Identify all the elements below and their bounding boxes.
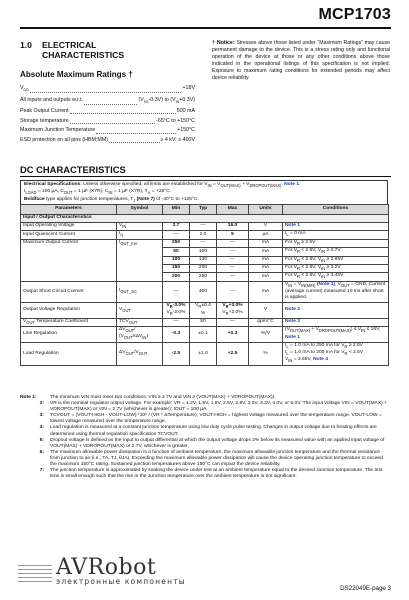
header-rule xyxy=(20,27,391,29)
abs-max-row xyxy=(20,96,195,108)
note-item xyxy=(20,468,390,480)
table-row xyxy=(21,223,389,231)
col-header: Min xyxy=(163,205,190,215)
param-cell: Output Short Circuit Current xyxy=(21,281,117,302)
max-cell: 16.0 xyxy=(217,223,249,231)
table-header-row xyxy=(21,205,389,215)
dc-characteristics-table xyxy=(20,204,389,366)
typ-cell: 400 xyxy=(190,281,217,302)
abs-max-row xyxy=(20,136,195,146)
electrical-spec-box: Electrical Specifications: Unless otherwise specified, all limits are established for $V_{IN} = V_{OUT(MAX)} + V_{DROPOUT(MAX)}$, Note 1. $I_{LOAD} = 100$ µA, $C_{OUT} = 1$ µF (X7R), $C_{IN} = 1$ µF (X7R), $T_A = +25^\circ C$. Boldface type applies for junction temperatures, $T_J$ (Note 7) of -40°C to +125°C. xyxy=(20,180,388,206)
note-item xyxy=(20,438,390,450)
table-row xyxy=(21,326,389,342)
spec-boldface: Boldface xyxy=(24,196,45,202)
units-cell: % xyxy=(249,342,283,365)
symbol-cell: $\Delta V_{OUT}/V_{OUT}$ xyxy=(117,342,163,365)
note-label: Note 1: xyxy=(20,395,37,400)
symbol-cell: $V_{OUT}$ xyxy=(117,302,163,318)
cond-cell: $I_L = 0$ mA xyxy=(283,231,389,239)
section-title-line2: CHARACTERISTICS xyxy=(42,50,125,60)
cond-cell[interactable]: Note 3 xyxy=(283,318,389,326)
watermark-logo xyxy=(56,555,186,586)
cond-cell: $I_L = 1.0$ mA to 250 mA for $V_R \ge 2.5V$ $I_L = 1.0$ mA to 200 mA for $V_R < 2.5V$ $V_{IN} = 3.65V$, Note 4 xyxy=(283,342,389,365)
cond-cell[interactable]: Note 2 xyxy=(283,302,389,318)
max-cell: +0.3 xyxy=(217,326,249,342)
min-cell: 100 xyxy=(163,256,190,264)
note-text: Load regulation is measured at a constant junction temperature using low duty cycle pulse testing. Changes in output voltage due to heating effects are determined using thermal regulation specification TCVOUT. xyxy=(50,425,377,437)
note-label: 6: xyxy=(39,449,44,455)
table-row xyxy=(21,318,389,326)
abs-max-value: +150°C xyxy=(177,127,195,134)
cond-cell: For $V_R \ge 2.5V$ xyxy=(283,239,389,247)
cond-cell: For $V_R < 2.5V$, $V_{IN} \ge 3.45V$ xyxy=(283,273,389,281)
min-cell: $V_R-3.0\%$ $V_R-2.0\%$ xyxy=(163,302,190,318)
units-cell: mA xyxy=(249,264,283,272)
dc-title-rule xyxy=(20,176,391,177)
spec-note-link[interactable]: Note 1 xyxy=(284,182,300,187)
symbol-cell: $I_{OUT\_SC}$ xyxy=(117,281,163,302)
cond-cell[interactable]: Note 1 xyxy=(283,223,389,231)
abs-max-title: Absolute Maximum Ratings † xyxy=(20,70,133,79)
col-header: Symbol xyxy=(117,205,163,215)
note-label: 5: xyxy=(39,437,44,443)
param-cell: Load Regulation xyxy=(21,342,117,365)
group-row xyxy=(21,215,389,223)
min-cell: -0.3 xyxy=(163,326,190,342)
max-cell: — xyxy=(217,281,249,302)
typ-cell: — xyxy=(190,223,217,231)
note-text: The maximum allowable power dissipation is a function of ambient temperature, the maximum allowable junction temperature and the thermal resistance from junction to air (i.e., TA, TJ, θJA). Exceeding the maximum allowable power dissipation will cause the device operating junction temperature to exceed the maximum 150°C rating. Sustained junction temperatures above 150°C can impact the device reliability. xyxy=(50,449,383,468)
abs-max-label: $V_{DD}$ xyxy=(20,85,29,93)
dc-characteristics-title: DC CHARACTERISTICS xyxy=(20,164,126,175)
param-cell: Line Regulation xyxy=(21,326,117,342)
abs-max-label: All inputs and outputs w.r.t. xyxy=(20,96,84,103)
spec-range: of -40°C to +125°C. xyxy=(156,196,199,202)
symbol-cell: $\Delta V_{OUT}/$ $(V_{OUT}X\Delta V_{IN})$ xyxy=(117,326,163,342)
min-cell: -2.5 xyxy=(163,342,190,365)
note-text: The minimum VIN must meet two conditions: VIN ≥ 2.7V and VIN ≥ (VOUT(MAX) + VDROPOUT(MAX)). xyxy=(50,395,276,400)
units-cell: %/V xyxy=(249,326,283,342)
abs-max-row xyxy=(20,84,195,96)
note-item xyxy=(20,450,390,468)
param-cell: Maximum Output Current xyxy=(21,239,117,281)
max-cell: +2.5 xyxy=(217,342,249,365)
abs-max-value: +18V xyxy=(182,85,195,91)
spec-lead: Electrical Specifications: xyxy=(24,182,82,187)
units-cell: mA xyxy=(249,273,283,281)
abs-max-label: Maximum Junction Temperature xyxy=(20,127,96,134)
abs-max-value: $(V_{SS}-0.3V)$ to $(V_{IN}+0.3V)$ xyxy=(138,96,195,104)
units-cell: mA xyxy=(249,248,283,256)
param-cell: $V_{OUT}$ Temperature Coefficient xyxy=(21,318,117,326)
typ-cell: 250 xyxy=(190,273,217,281)
note-text: Dropout voltage is defined as the input to output differential at which the output voltage drops 2% below its measured value with an applied input voltage of VOUT(MAX) + VDROPOUT(MAX) or 2.7V, whichever is greater. xyxy=(50,437,385,449)
abs-max-label: Storage temperature xyxy=(20,117,69,124)
section-number: 1.0 xyxy=(20,40,32,50)
min-cell: — xyxy=(163,318,190,326)
leader-dots xyxy=(109,136,160,143)
note-text: TCVOUT = (VOUT-HIGH - VOUT-LOW) *10⁶ / (VR * ΔTemperature), VOUT-HIGH = highest voltage measured over the temperature range. VOUT-LOW = lowest voltage measured over the temperature range. xyxy=(50,413,382,425)
min-cell: 150 xyxy=(163,264,190,272)
leader-dots xyxy=(70,117,156,124)
cond-cell: For $V_R < 2.5V$, $V_{IN} \ge 3.2V$ xyxy=(283,264,389,272)
spec-note7: (Note 7) xyxy=(136,196,155,202)
typ-cell: ±1.0 xyxy=(190,342,217,365)
max-cell: — xyxy=(217,248,249,256)
note-label: 4: xyxy=(39,425,44,431)
param-cell: Input Operating Voltage xyxy=(21,223,117,231)
param-cell: Output Voltage Regulation xyxy=(21,302,117,318)
units-cell: mA xyxy=(249,256,283,264)
max-cell: — xyxy=(217,256,249,264)
max-cell: 5 xyxy=(217,231,249,239)
table-row xyxy=(21,239,389,247)
note-label: 2: xyxy=(39,401,44,407)
watermark-stripes xyxy=(18,565,52,589)
units-cell: V xyxy=(249,302,283,318)
min-cell: 2.7 xyxy=(163,223,190,231)
logo-subtitle: электронные компоненты xyxy=(56,577,186,586)
typ-cell: 100 xyxy=(190,248,217,256)
logo-text: AVRobot xyxy=(56,555,157,580)
leader-dots xyxy=(84,96,137,105)
col-header: Conditions xyxy=(283,205,389,215)
max-cell: — xyxy=(217,264,249,272)
section-title xyxy=(20,40,195,60)
units-cell: µA xyxy=(249,231,283,239)
col-header: Typ xyxy=(190,205,217,215)
symbol-cell: $V_{IN}$ xyxy=(117,223,163,231)
group-label: Input / Output Characteristics xyxy=(21,215,389,223)
abs-max-row xyxy=(20,117,195,127)
cond-cell: For $V_R < 2.5V$, $V_{IN} \ge 2.7V$ xyxy=(283,248,389,256)
typ-cell: 50 xyxy=(190,318,217,326)
note-item xyxy=(20,413,390,425)
note-label: 7: xyxy=(39,468,44,474)
min-cell: 250 xyxy=(163,239,190,247)
notice-lead: † Notice: xyxy=(212,40,235,46)
leader-dots xyxy=(70,107,176,114)
typ-cell: $V_R\pm 0.4$ % xyxy=(190,302,217,318)
leader-dots xyxy=(30,84,182,93)
units-cell: mA xyxy=(249,239,283,247)
notice-paragraph xyxy=(212,40,390,83)
typ-cell: 2.0 xyxy=(190,231,217,239)
note-text: The junction temperature is approximated by soaking the device under test at an ambient temperature equal to the desired Junction temperature. The test time is small enough such that the rise in the Junction temperature over the ambient temperature is not significant. xyxy=(50,468,383,480)
typ-cell: ±0.1 xyxy=(190,326,217,342)
param-cell: Input Quiescent Current xyxy=(21,231,117,239)
table-row xyxy=(21,231,389,239)
cond-cell: For $V_R < 2.5V$, $V_{IN} \ge 2.95V$ xyxy=(283,256,389,264)
typ-cell: — xyxy=(190,239,217,247)
typ-cell: 200 xyxy=(190,264,217,272)
table-row xyxy=(21,342,389,365)
min-cell: — xyxy=(163,231,190,239)
abs-max-row xyxy=(20,107,195,117)
units-cell: V xyxy=(249,223,283,231)
typ-cell: 130 xyxy=(190,256,217,264)
table-row xyxy=(21,281,389,302)
section-title-line1: ELECTRICAL xyxy=(42,40,97,50)
abs-max-value: ≥ 4 kV; ≥ 400V xyxy=(160,137,195,144)
units-cell: ppm/°C xyxy=(249,318,283,326)
min-cell: 50 xyxy=(163,248,190,256)
symbol-cell: $I_q$ xyxy=(117,231,163,239)
note-text: VR is the nominal regulator output voltage. For example: VR = 1.2V, 1.5V, 1.8V, 2.5V, 2.8V, 3.0V, 3.3V, 4.0V, or 5.0V. The input voltage VIN = VOUT(MAX) + VDROPOUT(MAX) or VIN = 2.7V (whichever is greater); IOUT = 100 µA. xyxy=(50,401,387,413)
symbol-cell: $I_{OUT\_mA}$ xyxy=(117,239,163,281)
abs-max-value: -65°C to +150°C xyxy=(156,117,195,124)
col-header: Parameters xyxy=(21,205,117,215)
abs-max-label: Peak Output Current xyxy=(20,108,69,115)
cond-cell: $(V_{OUT(MAX)} + V_{DROPOUT(MAX)}) \le V_{IN} \le 16V$, Note 1 xyxy=(283,326,389,342)
col-header: Max xyxy=(217,205,249,215)
leader-dots xyxy=(96,126,176,133)
max-cell: — xyxy=(217,273,249,281)
notice-text: Stresses above those listed under “Maximum Ratings” may cause permanent damage to the device. This is a stress rating only and functional operation of the device at those or any other conditions above those indicated in the operational listings of this specification is not implied. Exposure to maximum rating conditions for extended periods may affect device reliability. xyxy=(212,40,390,82)
abs-max-row xyxy=(20,126,195,136)
cond-cell: $V_{IN} = V_{IN(MIN)}$ (Note 1), $V_{OUT}$ = GND, Current (average current) measured 10 ms after short is applied. xyxy=(283,281,389,302)
min-cell: — xyxy=(163,281,190,302)
document-id: DS22049E-page 3 xyxy=(340,585,391,592)
symbol-cell: $TCV_{OUT}$ xyxy=(117,318,163,326)
note-item xyxy=(20,401,390,413)
units-cell: mA xyxy=(249,281,283,302)
abs-max-label: ESD protection on all pins (HBM;MM) xyxy=(20,137,109,144)
header-title: MCP1703 xyxy=(318,6,391,23)
max-cell: — xyxy=(217,239,249,247)
note-item xyxy=(20,425,390,437)
col-header: Units xyxy=(249,205,283,215)
table-row xyxy=(21,302,389,318)
max-cell: — xyxy=(217,318,249,326)
abs-max-list xyxy=(20,84,195,146)
abs-max-value: 500 mA xyxy=(176,108,195,115)
note-label: 3: xyxy=(39,413,44,419)
notes-block xyxy=(20,395,390,480)
max-cell: $V_R+3.0\%$ $V_R+2.0\%$ xyxy=(217,302,249,318)
min-cell: 200 xyxy=(163,273,190,281)
